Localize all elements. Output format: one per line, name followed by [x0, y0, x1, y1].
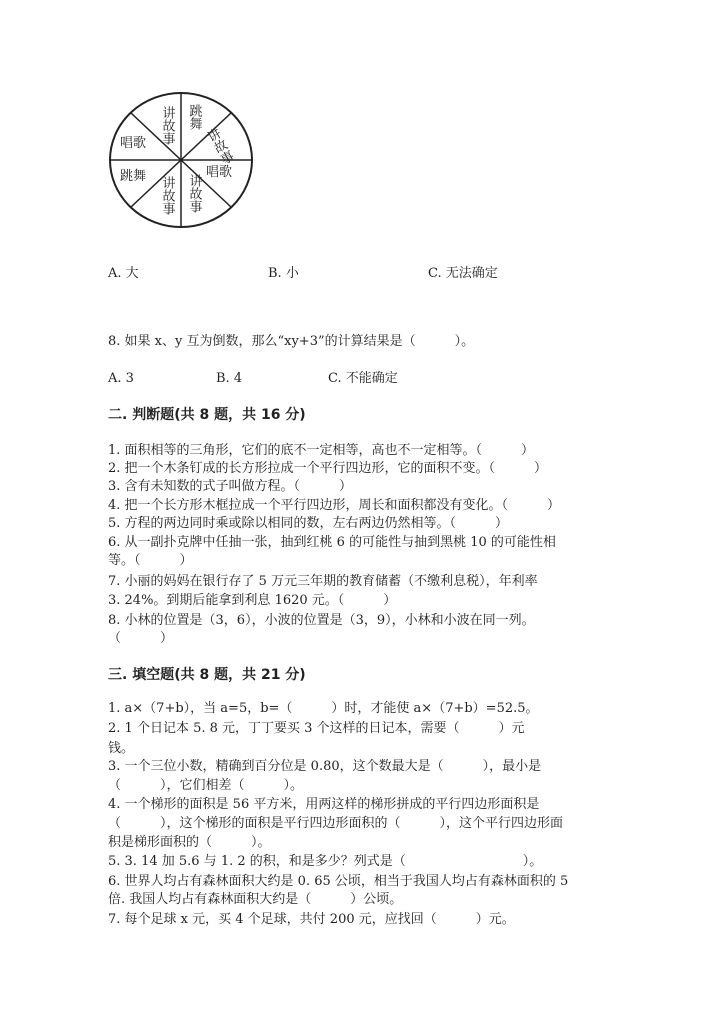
wheel-sector-label: 唱歌 [206, 165, 233, 180]
q8-option-b: B. 4 [216, 371, 243, 386]
section2-line: 7. 小丽的妈妈在银行存了 5 万元三年期的教育储蓄（不缴利息税），年利率 [108, 574, 538, 589]
section3-line: 5. 3. 14 加 5.6 与 1. 2 的积，和是多少？列式是（ ）。 [108, 854, 543, 869]
wheel-sector-label: 讲故事 [159, 176, 175, 215]
wheel-sector-label: 讲故事 [186, 174, 202, 213]
section2-title: 二. 判断题(共 8 题，共 16 分) [108, 407, 306, 423]
q7-option-c: C. 无法确定 [428, 266, 498, 281]
q8-option-a: A. 3 [108, 371, 134, 386]
section2-line: 5. 方程的两边同时乘或除以相同的数，左右两边仍然相等。（ ） [108, 516, 509, 531]
section3-line: 7. 每个足球 x 元，买 4 个足球，共付 200 元，应找回（ ）元。 [108, 912, 515, 927]
section2-line: 4. 把一个长方形木框拉成一个平行四边形，周长和面积都没有变化。（ ） [108, 498, 561, 513]
section2-line: 6. 从一副扑克牌中任抽一张，抽到红桃 6 的可能性与抽到黑桃 10 的可能性相 [108, 535, 556, 550]
q7-option-b: B. 小 [268, 266, 299, 281]
q8-question: 8. 如果 x、y 互为倒数，那么“xy+3”的计算结果是（ ）。 [108, 334, 475, 349]
section2-line: （ ） [108, 631, 174, 646]
section2-line: 等。（ ） [108, 553, 193, 568]
q7-option-a: A. 大 [108, 266, 139, 281]
section3-line: 1. a×（7+b），当 a=5，b=（ ）时，才能使 a×（7+b）=52.5。 [108, 701, 539, 716]
section3-line: 积是梯形面积的（ ）。 [108, 835, 271, 850]
wheel-sector-label: 跳舞 [120, 169, 147, 184]
section3-line: 6. 世界人均占有森林面积大约是 0. 65 公顷，相当于我国人均占有森林面积的 5 [108, 874, 569, 889]
section2-line: 8. 小林的位置是（3，6），小波的位置是（3，9），小林和小波在同一列。 [108, 613, 535, 628]
section2-line: 2. 把一个木条钉成的长方形拉成一个平行四边形，它的面积不变。（ ） [108, 461, 548, 476]
section3-line: （ ），它们相差（ ）。 [108, 778, 304, 793]
section3-line: 4. 一个梯形的面积是 56 平方米，用两这样的梯形拼成的平行四边形面积是 [108, 797, 540, 812]
section3-line: 倍. 我国人均占有森林面积大约是（ ）公顷。 [108, 892, 403, 907]
q8-option-c: C. 不能确定 [328, 371, 398, 386]
section2-line: 3. 24%。到期后能拿到利息 1620 元。（ ） [108, 593, 397, 608]
section3-line: 钱。 [108, 741, 135, 756]
section3-line: （ ），这个梯形的面积是平行四边形面积的（ ），这个平行四边形面 [108, 816, 564, 831]
section2-line: 3. 含有未知数的式子叫做方程。（ ） [108, 479, 353, 494]
section3-line: 2. 1 个日记本 5. 8 元，丁丁要买 3 个这样的日记本，需要（ ）元 [108, 721, 525, 736]
wheel-sector-label: 讲故事 [159, 106, 175, 145]
wheel-sector-label: 跳舞 [186, 104, 202, 130]
wheel-sector-label: 唱歌 [120, 136, 147, 151]
section3-title: 三. 填空题(共 8 题，共 21 分) [108, 667, 306, 683]
section3-line: 3. 一个三位小数，精确到百分位是 0.80，这个数最大是（ ），最小是 [108, 759, 542, 774]
wheel-sector-label: 讲故事 [202, 126, 236, 168]
spinner-wheel [106, 90, 256, 230]
section2-line: 1. 面积相等的三角形，它们的底不一定相等，高也不一定相等。（ ） [108, 443, 535, 458]
